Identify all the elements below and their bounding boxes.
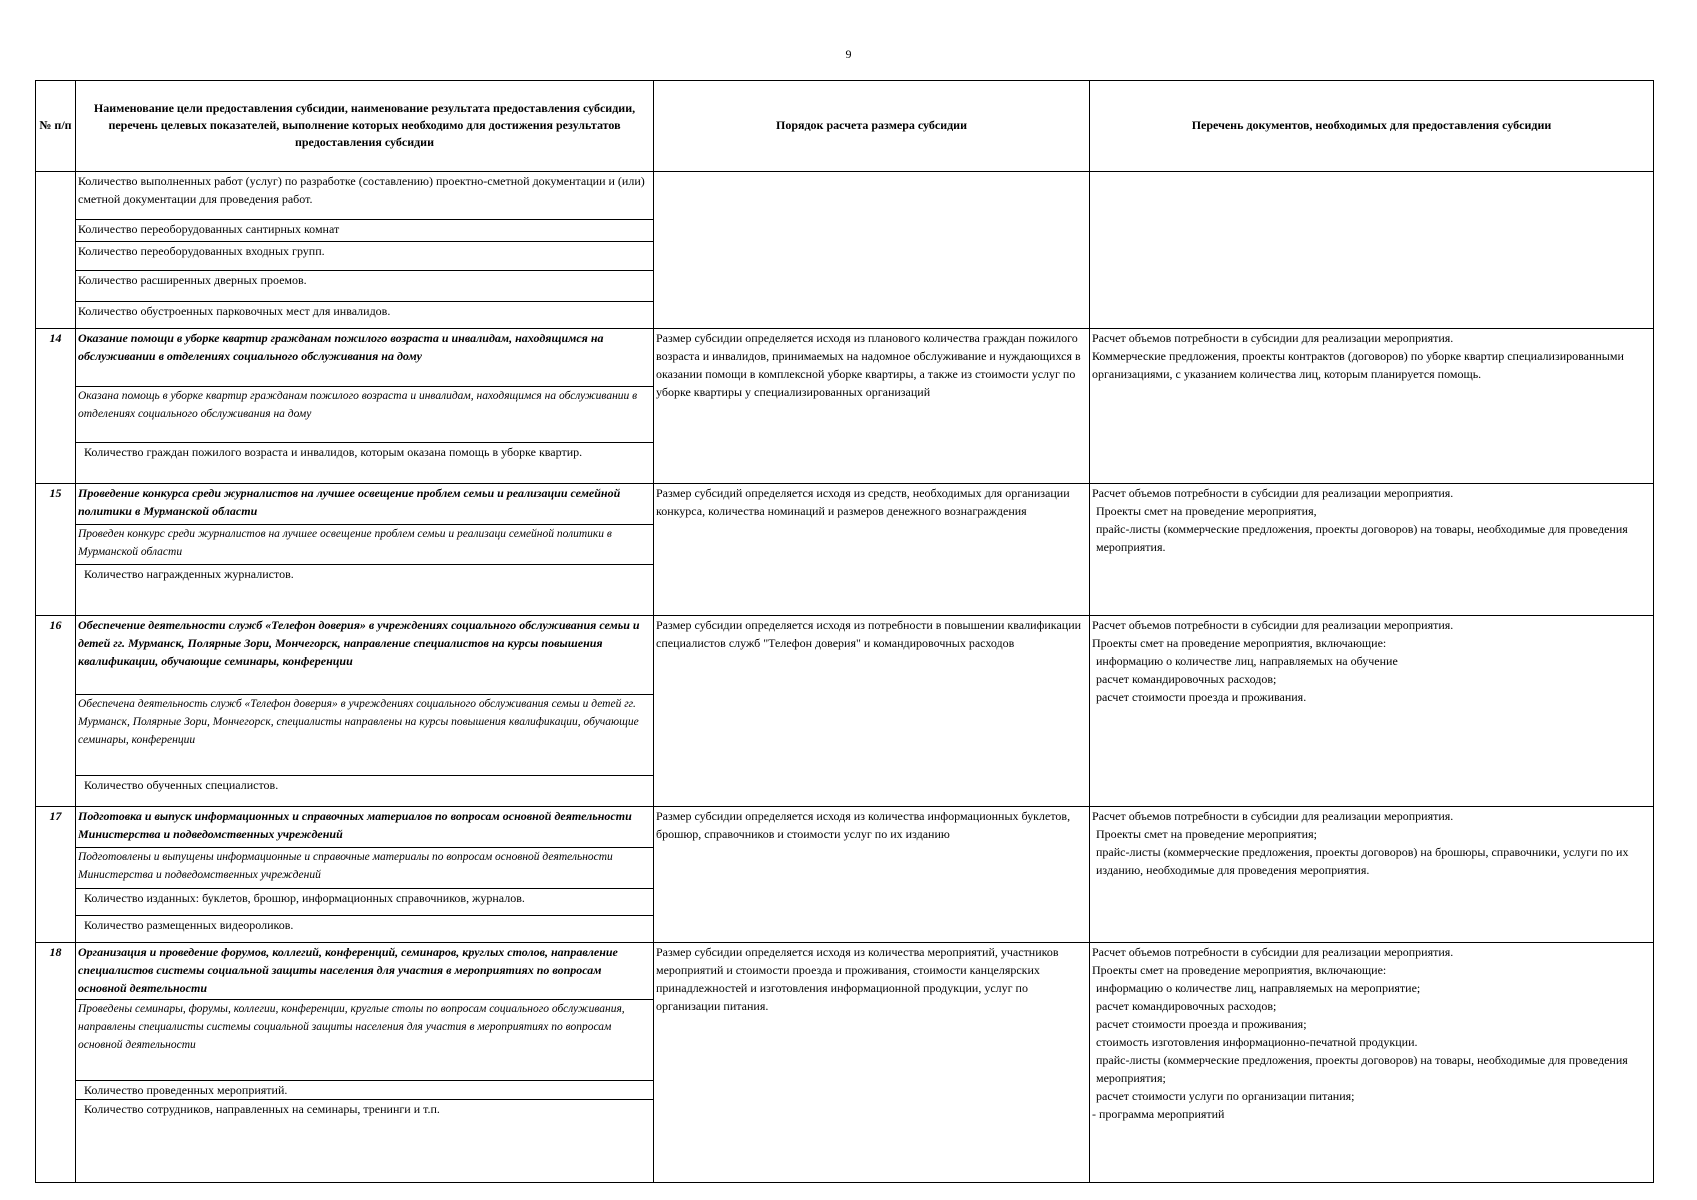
result-cell: Обеспечена деятельность служб «Телефон доверия» в учреждениях социального обслуживания семьи и детей гг. Мурманск, Полярные Зори, Мончегорск, специалисты направлены на курсы повышения квалификации, обучающие семинары, конференции: [76, 694, 654, 775]
indicator-cell: Количество переоборудованных сантирных комнат: [76, 219, 654, 242]
calc-cell: [654, 171, 1090, 328]
doc-line: прайс-листы (коммерческие предложения, проекты договоров) на товары, необходимые для проведения мероприятия;: [1096, 1053, 1628, 1086]
row-number: 14: [36, 329, 76, 484]
goal-cell: Организация и проведение форумов, коллегий, конференций, семинаров, круглых столов, направление специалистов системы социальной защиты населения для участия в мероприятиях по вопросам основной деятельности: [76, 943, 654, 1000]
table-row: [36, 806, 1654, 847]
docs-cell: [1090, 806, 1654, 942]
indicator-cell: Количество награжденных журналистов.: [76, 564, 654, 616]
indicator-cell: Количество расширенных дверных проемов.: [76, 271, 654, 302]
result-cell: Проведены семинары, форумы, коллегии, конференции, круглые столы по вопросам социального обслуживания, направлены специалисты системы социальной защиты населения для участия в мероприятиях по вопросам основной деятельности: [76, 999, 654, 1080]
goal-cell: Оказание помощи в уборке квартир гражданам пожилого возраста и инвалидам, находящимся на обслуживании в отделениях социального обслуживания на дому: [76, 329, 654, 387]
table-row: [36, 943, 1654, 1000]
doc-line: Проекты смет на проведение мероприятия, включающие:: [1092, 963, 1387, 978]
doc-line: информацию о количестве лиц, направляемых на мероприятие;: [1096, 981, 1421, 996]
row-number: 16: [36, 616, 76, 806]
row-number: 18: [36, 943, 76, 1183]
calc-cell: Размер субсидии определяется исходя из планового количества граждан пожилого возраста и инвалидов, принимаемых на надомное обслуживание и нуждающихся в оказании помощи в комплексной уборке квартиры, а также из стоимости услуг по уборке квартиры у специализированных организаций: [654, 329, 1090, 484]
docs-cell: [1090, 943, 1654, 1183]
table-row: [36, 616, 1654, 695]
indicator-cell: Количество обустроенных парковочных мест для инвалидов.: [76, 302, 654, 329]
doc-line: расчет стоимости услуги по организации питания;: [1096, 1089, 1355, 1104]
doc-line: Расчет объемов потребности в субсидии для реализации мероприятия.: [1092, 486, 1454, 501]
docs-cell: [1090, 171, 1654, 328]
goal-cell: Обеспечение деятельности служб «Телефон доверия» в учреждениях социального обслуживания семьи и детей гг. Мурманск, Полярные Зори, Мончегорск, направление специалистов на курсы повышения квалификации, обучающие семинары, конференции: [76, 616, 654, 695]
docs-cell: [1090, 484, 1654, 616]
row-number: 17: [36, 806, 76, 942]
doc-line: прайс-листы (коммерческие предложения, проекты договоров) на товары, необходимые для проведения мероприятия.: [1096, 522, 1628, 555]
indicator-cell: Количество сотрудников, направленных на семинары, тренинги и т.п.: [76, 1100, 654, 1183]
goal-cell: Подготовка и выпуск информационных и справочных материалов по вопросам основной деятельности Министерства и подведомственных учреждений: [76, 806, 654, 847]
row-number: 15: [36, 484, 76, 616]
indicator-cell: Количество изданных: буклетов, брошюр, информационных справочников, журналов.: [76, 889, 654, 916]
doc-line: - программа мероприятий: [1092, 1107, 1225, 1122]
docs-cell: [1090, 616, 1654, 806]
doc-line: Расчет объемов потребности в субсидии для реализации мероприятия.: [1092, 331, 1454, 346]
page-number: 9: [845, 47, 852, 61]
table-row: [36, 484, 1654, 525]
header-calc: Порядок расчета размера субсидии: [654, 81, 1090, 172]
indicator-cell: Количество обученных специалистов.: [76, 775, 654, 806]
doc-line: Расчет объемов потребности в субсидии для реализации мероприятия.: [1092, 808, 1454, 823]
goal-cell: Проведение конкурса среди журналистов на лучшее освещение проблем семьи и реализации семейной политики в Мурманской области: [76, 484, 654, 525]
subsidy-table: [35, 80, 1654, 1183]
calc-cell: Размер субсидии определяется исходя из потребности в повышении квалификации специалистов служб "Телефон доверия" и командировочных расходов: [654, 616, 1090, 806]
header-num: № п/п: [36, 81, 76, 172]
result-cell: Подготовлены и выпущены информационные и справочные материалы по вопросам основной деятельности Министерства и подведомственных учреждений: [76, 847, 654, 888]
result-cell: Оказана помощь в уборке квартир гражданам пожилого возраста и инвалидам, находящимся на обслуживании в отделениях социального обслуживания на дому: [76, 386, 654, 442]
doc-line: Расчет объемов потребности в субсидии для реализации мероприятия.: [1092, 618, 1454, 633]
doc-line: Проекты смет на проведение мероприятия, включающие:: [1092, 636, 1387, 651]
calc-cell: Размер субсидий определяется исходя из средств, необходимых для организации конкурса, количества номинаций и размеров денежного вознаграждения: [654, 484, 1090, 616]
doc-line: информацию о количестве лиц, направляемых на обучение: [1096, 654, 1398, 669]
doc-line: расчет стоимости проезда и проживания;: [1096, 1017, 1307, 1032]
doc-line: Расчет объемов потребности в субсидии для реализации мероприятия.: [1092, 945, 1454, 960]
num-cell: [36, 171, 76, 328]
table-row: [36, 171, 1654, 219]
header-docs: Перечень документов, необходимых для предоставления субсидии: [1090, 81, 1654, 172]
table-row: [36, 329, 1654, 387]
result-cell: Проведен конкурс среди журналистов на лучшее освещение проблем семьи и реализаци семейной политики в Мурманской области: [76, 525, 654, 564]
indicator-cell: Количество размещенных видеороликов.: [76, 916, 654, 943]
docs-cell: [1090, 329, 1654, 484]
doc-line: прайс-листы (коммерческие предложения, проекты договоров) на брошюры, справочники, услуги по их изданию, необходимые для проведения мероприятия.: [1096, 844, 1629, 877]
doc-line: расчет стоимости проезда и проживания.: [1096, 690, 1307, 705]
indicator-cell: Количество граждан пожилого возраста и инвалидов, которым оказана помощь в уборке квартир.: [76, 442, 654, 483]
doc-line: расчет командировочных расходов;: [1096, 672, 1277, 687]
doc-line: стоимость изготовления информационно-печатной продукции.: [1096, 1035, 1418, 1050]
indicator-cell: Количество выполненных работ (услуг) по разработке (составлению) проектно-сметной документации и (или) сметной документации для проведения работ.: [76, 171, 654, 219]
doc-line: расчет командировочных расходов;: [1096, 999, 1277, 1014]
header-goal: Наименование цели предоставления субсидии, наименование результата предоставления субсидии, перечень целевых показателей, выполнение которых необходимо для достижения результатов предоставления субсидии: [76, 81, 654, 172]
calc-cell: Размер субсидии определяется исходя из количества мероприятий, участников мероприятий и стоимости проезда и проживания, стоимости канцелярских принадлежностей и изготовления информационной продукции, услуг по организации питания.: [654, 943, 1090, 1183]
doc-line: Коммерческие предложения, проекты контрактов (договоров) по уборке квартир специализированными организациями, с указанием количества лиц, которым планируется помощь.: [1092, 349, 1624, 382]
calc-cell: Размер субсидии определяется исходя из количества информационных буклетов, брошюр, справочников и стоимости услуг по их изданию: [654, 806, 1090, 942]
doc-line: Проекты смет на проведение мероприятия;: [1096, 826, 1317, 841]
table-header: [36, 81, 1654, 172]
indicator-cell: Количество переоборудованных входных групп.: [76, 242, 654, 271]
indicator-cell: Количество проведенных мероприятий.: [76, 1080, 654, 1100]
doc-line: Проекты смет на проведение мероприятия,: [1096, 504, 1317, 519]
